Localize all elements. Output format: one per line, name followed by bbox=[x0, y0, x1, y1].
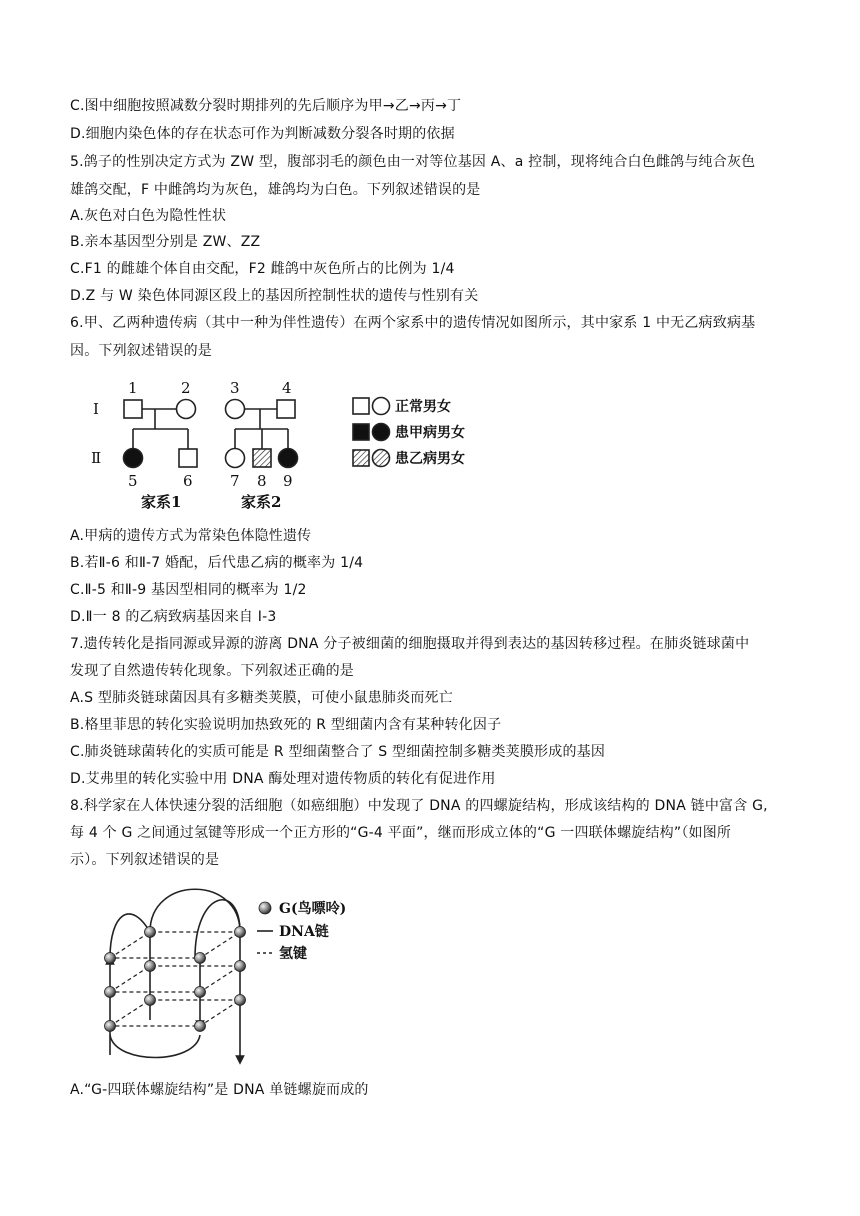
individual-8 bbox=[253, 449, 271, 467]
q6-stem-2: 因。下列叙述错误的是 bbox=[70, 343, 212, 359]
id-4: 4 bbox=[282, 379, 292, 397]
option-c-prev: C.图中细胞按照减数分裂时期排列的先后顺序为甲→乙→丙→丁 bbox=[70, 98, 462, 114]
legend-label-hbond: 氢键 bbox=[279, 946, 307, 962]
id-3: 3 bbox=[230, 379, 240, 397]
family-label-1: 家系1 bbox=[141, 493, 182, 511]
generation-label-1: Ⅰ bbox=[93, 400, 99, 418]
g-quadruplex-figure bbox=[95, 880, 375, 1065]
legend-a-female bbox=[373, 424, 390, 441]
q6-option-d: D.Ⅱ一 8 的乙病致病基因来自 I-3 bbox=[70, 609, 277, 625]
q6-stem-1: 6.甲、乙两种遗传病（其中一种为伴性遗传）在两个家系中的遗传情况如图所示，其中家系 1 中无乙病致病基 bbox=[70, 315, 756, 331]
id-5: 5 bbox=[128, 472, 138, 490]
q8-stem-3: 示）。下列叙述错误的是 bbox=[70, 852, 220, 868]
individual-2 bbox=[177, 400, 196, 419]
legend-normal-male bbox=[353, 398, 369, 414]
q8-stem-2: 每 4 个 G 之间通过氢键等形成一个正方形的“G-4 平面”，继而形成立体的“G 一四联体螺旋结构”（如图所 bbox=[70, 825, 732, 841]
q8-stem-1: 8.科学家在人体快速分裂的活细胞（如癌细胞）中发现了 DNA 的四螺旋结构，形成该结构的 DNA 链中富含 G, bbox=[70, 798, 768, 814]
q5-option-d: D.Z 与 W 染色体同源区段上的基因所控制性状的遗传与性别有关 bbox=[70, 288, 479, 304]
id-9: 9 bbox=[283, 472, 293, 490]
id-1: 1 bbox=[128, 379, 138, 397]
q6-option-b: B.若Ⅱ-6 和Ⅱ-7 婚配，后代患乙病的概率为 1/4 bbox=[70, 555, 364, 571]
q7-stem-2: 发现了自然遗传转化现象。下列叙述正确的是 bbox=[70, 663, 354, 679]
legend-label-g: G(鸟嘌呤) bbox=[279, 901, 347, 917]
generation-label-2: Ⅱ bbox=[91, 449, 102, 467]
pedigree-figure bbox=[85, 375, 505, 515]
q5-option-c: C.F1 的雌雄个体自由交配，F2 雌鸽中灰色所占的比例为 1/4 bbox=[70, 261, 455, 277]
family-label-2: 家系2 bbox=[241, 493, 282, 511]
legend-label-normal: 正常男女 bbox=[395, 399, 451, 415]
q6-option-a: A.甲病的遗传方式为常染色体隐性遗传 bbox=[70, 528, 312, 544]
q5-stem-2: 雄鸽交配，F 中雌鸽均为灰色，雄鸽均为白色。下列叙述错误的是 bbox=[70, 182, 481, 198]
individual-6 bbox=[179, 449, 197, 467]
individual-1 bbox=[124, 400, 142, 418]
id-8: 8 bbox=[257, 472, 267, 490]
q8-option-a: A.“G-四联体螺旋结构”是 DNA 单链螺旋而成的 bbox=[70, 1082, 369, 1098]
legend-normal-female bbox=[373, 398, 390, 415]
q7-option-b: B.格里菲思的转化实验说明加热致死的 R 型细菌内含有某种转化因子 bbox=[70, 717, 502, 733]
q7-option-c: C.肺炎链球菌转化的实质可能是 R 型细菌整合了 S 型细菌控制多糖类荚膜形成的基因 bbox=[70, 744, 606, 760]
option-d-prev: D.细胞内染色体的存在状态可作为判断减数分裂各时期的依据 bbox=[70, 126, 455, 142]
legend-label-a: 患甲病男女 bbox=[395, 425, 465, 441]
individual-3 bbox=[226, 400, 245, 419]
q6-option-c: C.Ⅱ-5 和Ⅱ-9 基因型相同的概率为 1/2 bbox=[70, 582, 307, 598]
id-7: 7 bbox=[230, 472, 240, 490]
q7-stem-1: 7.遗传转化是指同源或异源的游离 DNA 分子被细菌的细胞摄取并得到表达的基因转移过程。在肺炎链球菌中 bbox=[70, 636, 750, 652]
id-6: 6 bbox=[183, 472, 193, 490]
individual-7 bbox=[226, 449, 245, 468]
individual-5 bbox=[124, 449, 143, 468]
legend-label-dna: DNA链 bbox=[279, 924, 329, 940]
legend-b-male bbox=[353, 450, 369, 466]
q7-option-a: A.S 型肺炎链球菌因具有多糖类荚膜，可使小鼠患肺炎而死亡 bbox=[70, 690, 453, 706]
legend-b-female bbox=[373, 450, 390, 467]
q5-option-b: B.亲本基因型分别是 ZW、ZZ bbox=[70, 234, 261, 250]
id-2: 2 bbox=[181, 379, 191, 397]
individual-9 bbox=[279, 449, 298, 468]
legend-g-ball bbox=[259, 902, 271, 914]
legend-label-b: 患乙病男女 bbox=[395, 451, 465, 467]
individual-4 bbox=[277, 400, 295, 418]
legend-a-male bbox=[353, 424, 369, 440]
q5-stem-1: 5.鸽子的性别决定方式为 ZW 型，腹部羽毛的颜色由一对等位基因 A、a 控制，现将纯合白色雌鸽与纯合灰色 bbox=[70, 154, 756, 170]
q7-option-d: D.艾弗里的转化实验中用 DNA 酶处理对遗传物质的转化有促进作用 bbox=[70, 771, 496, 787]
q5-option-a: A.灰色对白色为隐性性状 bbox=[70, 208, 227, 224]
